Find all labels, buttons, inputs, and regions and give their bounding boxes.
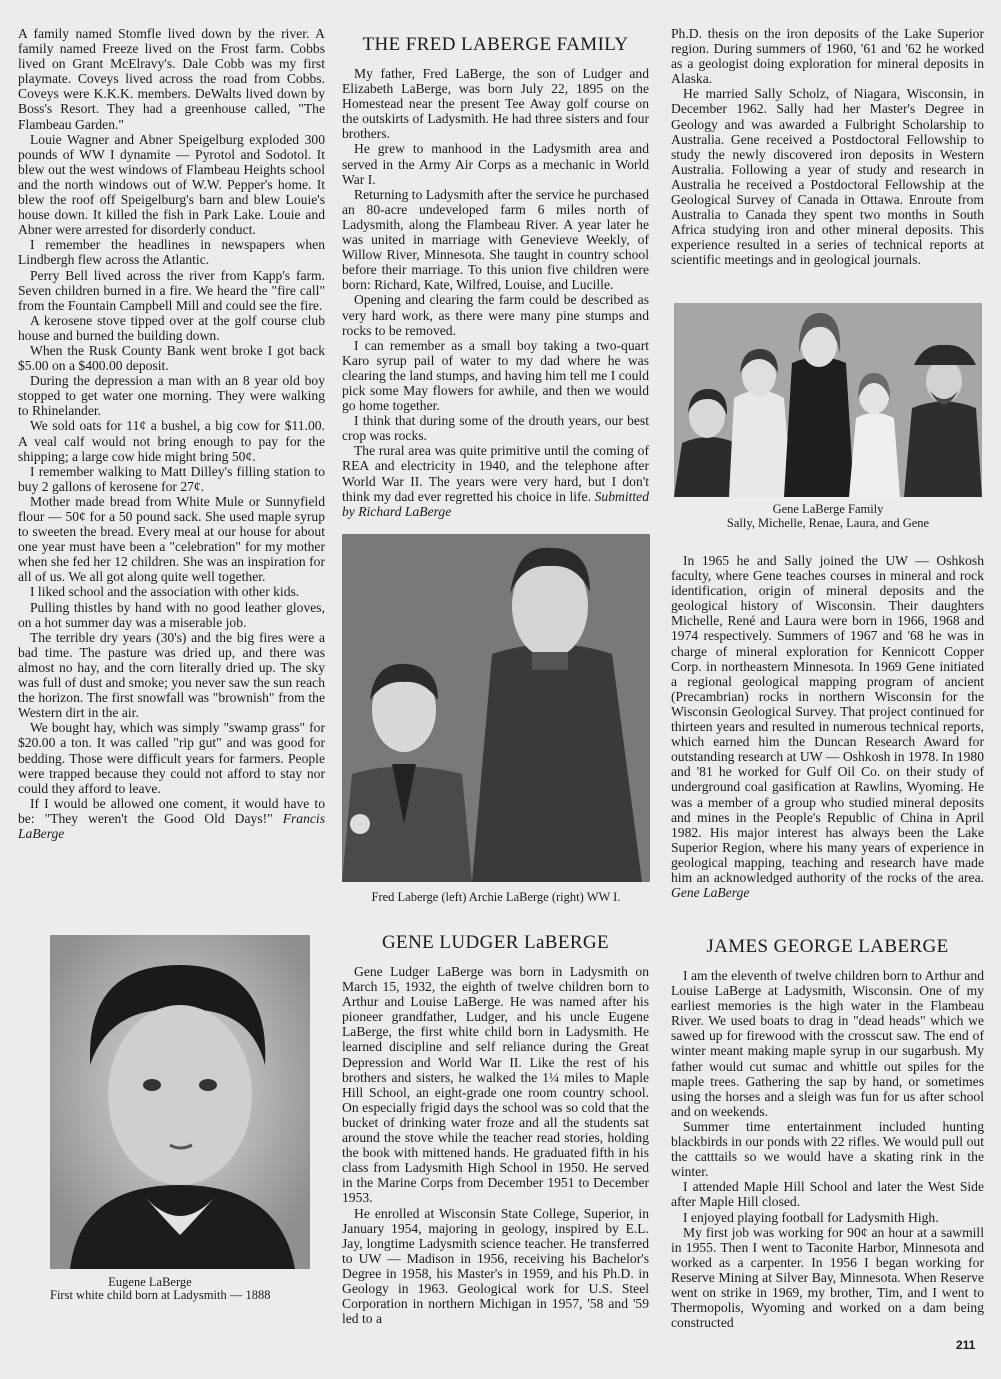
paragraph: I can remember as a small boy taking a two-quart Karo syrup pail of water to my dad where he was clearing the land stumps, and having him tell me I could pick some May flowers for awhile, and then we would go home together. xyxy=(342,337,649,414)
signature: Francis LaBerge xyxy=(18,810,325,841)
eugene-laberge-photo xyxy=(50,935,310,1269)
paragraph: I liked school and the association with other kids. xyxy=(30,584,300,600)
paragraph: I am the eleventh of twelve children born to Arthur and Louise LaBerge at Ladysmith, Wisconsin. One of my earliest memories is the high water in the Flambeau River. We used boats to drag in "dead heads" which we sawed up for firewood with the crosscut saw. The end of winter meant making maple syrup in our sugarbush. My father would cut sumac and whittle out spiles for the maple trees. Gathering the sap by hand, or sometimes using the horses and a sleigh was fun for us after school and on weekends. xyxy=(671,968,984,1119)
paragraph: Perry Bell lived across the river from Kapp's farm. Seven children burned in a fire. We heard the "fire call" from the Fountain Campbell Mill and could see the fire. xyxy=(18,267,325,313)
paragraph xyxy=(18,796,325,841)
paragraph: Louie Wagner and Abner Speigelburg exploded 300 pounds of WW I dynamite — Pyrotol and Sodotol. It blew out the west windows of Flambeau Heights school and the north windows out of W.W. Pepper's home. It blew the roof off Speigelburg's barn and blew Louie's house down. It killed the fish in Park Lake. Louie and Abner were arrested for disorderly conduct. xyxy=(18,131,325,238)
paragraph: We sold oats for 11¢ a bushel, a big cow for $11.00. A veal calf would not bring enough to pay for the shipping; a large cow hide might bring 50¢. xyxy=(18,418,325,464)
paragraph: We bought hay, which was simply "swamp grass" for $20.00 a ton. It was called "rip gut" and was good for bedding. Those were difficult years for farmers. People were trapped because they could not afford to stay nor could they afford to leave. xyxy=(18,720,325,796)
column-1-text xyxy=(18,26,325,841)
article-heading: JAMES GEORGE LABERGE xyxy=(706,936,949,957)
fred-laberge-family-article xyxy=(342,34,649,519)
paragraph: He enrolled at Wisconsin State College, Superior, in January 1954, majoring in geology, inspired by E.L. Jay, longtime Ladysmith science teacher. He transferred to UW — Madison in 1956, receiving his Bachelor's Degree in 1958, his Master's in 1959, and his Ph.D. in Geology in 1963. Geological work for U.S. Steel Corporation in northern Michigan in 1957, '58 and '59 led to a xyxy=(342,1205,649,1327)
paragraph-text: If I would be allowed one coment, it would have to be: "They weren't the Good Old Days!" xyxy=(18,795,325,826)
paragraph: Ph.D. thesis on the iron deposits of the Lake Superior region. During summers of 1960, '61 and '62 he worked as a geologist doing exploration for mineral deposits in Alaska. xyxy=(671,26,984,87)
paragraph: A family named Stomfle lived down by the river. A family named Freeze lived on the Frost farm. Cobbs lived on Grant McElravy's. Dale Cobb was my first playmate. Coveys lived across the road from Cobbs. Coveys were K.K.K. members. DeWalts lived down by Boss's Resort. They had a greenhouse called, "The Flambeau Garden." xyxy=(18,26,325,132)
paragraph: Pulling thistles by hand with no good leather gloves, on a hot summer day was a miserable job. xyxy=(18,599,325,630)
paragraph: I think that during some of the drouth years, our best crop was rocks. xyxy=(342,413,649,444)
paragraph: I remember the headlines in newspapers when Lindbergh flew across the Atlantic. xyxy=(18,237,325,268)
signature: Gene LaBerge xyxy=(671,885,750,901)
eugene-photo-caption-name: Eugene LaBerge xyxy=(108,1275,192,1289)
gene-family-photo-caption-names: Sally, Michelle, Renae, Laura, and Gene xyxy=(726,516,930,530)
paragraph: Returning to Ladysmith after the service he purchased an 80-acre undeveloped farm 6 miles north of Ladysmith, along the Flambeau River. A year later he was united in marriage with Genevieve Weekly, of Willow River, Minnesota. She taught in country school before their marriage. To this union five children were born: Richard, Kate, Wilfred, Louise, and Lucille. xyxy=(342,186,649,293)
paragraph: My first job was working for 90¢ an hour at a sawmill in 1955. Then I went to Taconite Harbor, Minnesota and worked as a carpenter. In 1956 I began working for Reserve Mining at Silver Bay, Minnesota. When Reserve went on strike in 1969, my brother, Tim, and I went to Thermopolis, Wyoming and worked on a dam being constructed xyxy=(671,1224,984,1331)
signature: Submitted by Richard LaBerge xyxy=(342,488,649,519)
paragraph xyxy=(671,553,984,900)
gene-laberge-family-photo xyxy=(674,303,982,497)
paragraph: I attended Maple Hill School and later the West Side after Maple Hill closed. xyxy=(671,1179,984,1210)
paragraph-text: The rural area was quite primitive until the coming of REA and electricity in 1940, and the telephone after World War II. The years were very hard, but I don't think my dad ever regretted his choice in life. xyxy=(342,443,649,504)
paragraph: I enjoyed playing football for Ladysmith High. xyxy=(683,1209,939,1225)
fred-archie-laberge-photo xyxy=(342,534,650,882)
james-george-laberge-article xyxy=(671,936,984,1330)
paragraph: During the depression a man with an 8 year old boy stopped to get water one morning. They were walking to Rhinelander. xyxy=(18,373,325,419)
paragraph: I remember walking to Matt Dilley's filling station to buy 2 gallons of kerosene for 27¢. xyxy=(18,463,325,494)
paragraph: Mother made bread from White Mule or Sunnyfield flour — 50¢ for a 50 pound sack. She used maple syrup to sweeten the bread. Every meal at our house for about one year must have been a "celebration" for my mother when she fed her 12 children. She was an inspiration for all of us. We all got along quite well together. xyxy=(18,493,325,585)
article-heading: THE FRED LABERGE FAMILY xyxy=(362,34,629,55)
paragraph-text: In 1965 he and Sally joined the UW — Oshkosh faculty, where Gene teaches courses in mineral and rock identification, origin of mineral deposits and the geological history of Wisconsin. Their daughters Michelle, René and Laura were born in 1966, 1968 and 1974 respectively. Summers of 1967 and '68 he was in charge of mineral exploration for Kennicott Copper Corp. in northeastern Minnesota. In 1969 Gene initiated a regional geological mapping program of ancient (Precambrian) rocks in northern Wisconsin for the Wisconsin Geological Survey. That project continued for thirteen years and resulted in numerous technical reports, which earned him the Duncan Research Award for outstanding research at UW — Oshkosh in 1978. In 1980 and '81 he worked for Gulf Oil Co. on their study of underground coal gasification at Rawlins, Wyoming. He was a member of a group who studied mineral deposits and mines in the People's Republic of China in April 1982. His major interest has always been the Lake Superior Region, where his many years of experience in geological mapping, teaching and research have made him an acknowledged authority of the rocks of the area. xyxy=(671,553,984,885)
paragraph: When the Rusk County Bank went broke I got back $5.00 on a $400.00 deposit. xyxy=(18,342,325,374)
article-heading: GENE LUDGER LaBERGE xyxy=(381,932,610,953)
paragraph xyxy=(342,443,649,518)
paragraph: He grew to manhood in the Ladysmith area and served in the Army Air Corps as a mechanic in World War I. xyxy=(342,141,649,187)
gene-laberge-career-text xyxy=(671,553,984,900)
paragraph: My father, Fred LaBerge, the son of Ludger and Elizabeth LaBerge, was born July 22, 1895 on the Homestead near the present Tee Away golf course on the outskirts of Ladysmith. He had three sisters and four brothers. xyxy=(342,66,649,142)
paragraph: Opening and clearing the farm could be described as very hard work, as there were many pine stumps and rocks to be removed. xyxy=(342,292,649,338)
paragraph: He married Sally Scholz, of Niagara, Wisconsin, in December 1962. Sally had her Master's Degree in Geology and was awarded a Fulbright Scholarship to Australia. Gene received a Postdoctoral Fellowship to study the newly discovered iron deposits in Western Australia. Following a year of study and research in Australia he received a Postdoctoral Fellowship at the Geological Survey of Canada in Ottawa. Enroute from Australia to Canada they spent two months in South Africa studying iron and other mineral deposits. This experience resulted in a series of technical reports at scientific meetings and in geological journals. xyxy=(671,86,984,268)
gene-family-photo-caption-title: Gene LaBerge Family xyxy=(772,502,884,516)
paragraph: A kerosene stove tipped over at the golf course club house and burned the building down. xyxy=(18,312,325,343)
page-number: 211 xyxy=(956,1338,976,1352)
paragraph: Summer time entertainment included hunting blackbirds in our ponds with 22 rifles. We would pull out the catttails so we would have a skating rink in the winter. xyxy=(671,1118,984,1180)
fred-archie-photo-caption: Fred Laberge (left) Archie LaBerge (right) WW I. xyxy=(371,890,621,904)
paragraph: Gene Ludger LaBerge was born in Ladysmith on March 15, 1932, the eighth of twelve children born to Arthur and Louise LaBerge. He was named after his pioneer grandfather, Ludger, and his uncle Eugene LaBerge, the first white child born in Ladysmith. He learned discipline and self reliance during the Great Depression and World War II. Like the rest of his brothers and sisters, he walked the 1¼ miles to Maple Hill School, an eight-grade one room country school. On especially frigid days the school was so cold that the bucket of drinking water froze and all the students sat around the stove while the teacher read stories, holding the book with mittened hands. He graduated fifth in his class from Ladysmith High School in 1950. He served in the Marine Corps from December 1951 to December 1953. xyxy=(342,964,649,1206)
eugene-photo-caption-desc: First white child born at Ladysmith — 1888 xyxy=(50,1288,271,1302)
paragraph: The terrible dry years (30's) and the big fires were a bad time. The pasture was dried up, and there was almost no hay, and the corn literally dried up. The sky was full of dust and smoke; you never saw the sun reach the horizon. The first snowfall was "brownish" from the Western dirt in the air. xyxy=(18,629,325,721)
gene-ludger-laberge-article xyxy=(342,932,649,1326)
gene-laberge-continued-text xyxy=(671,26,984,268)
